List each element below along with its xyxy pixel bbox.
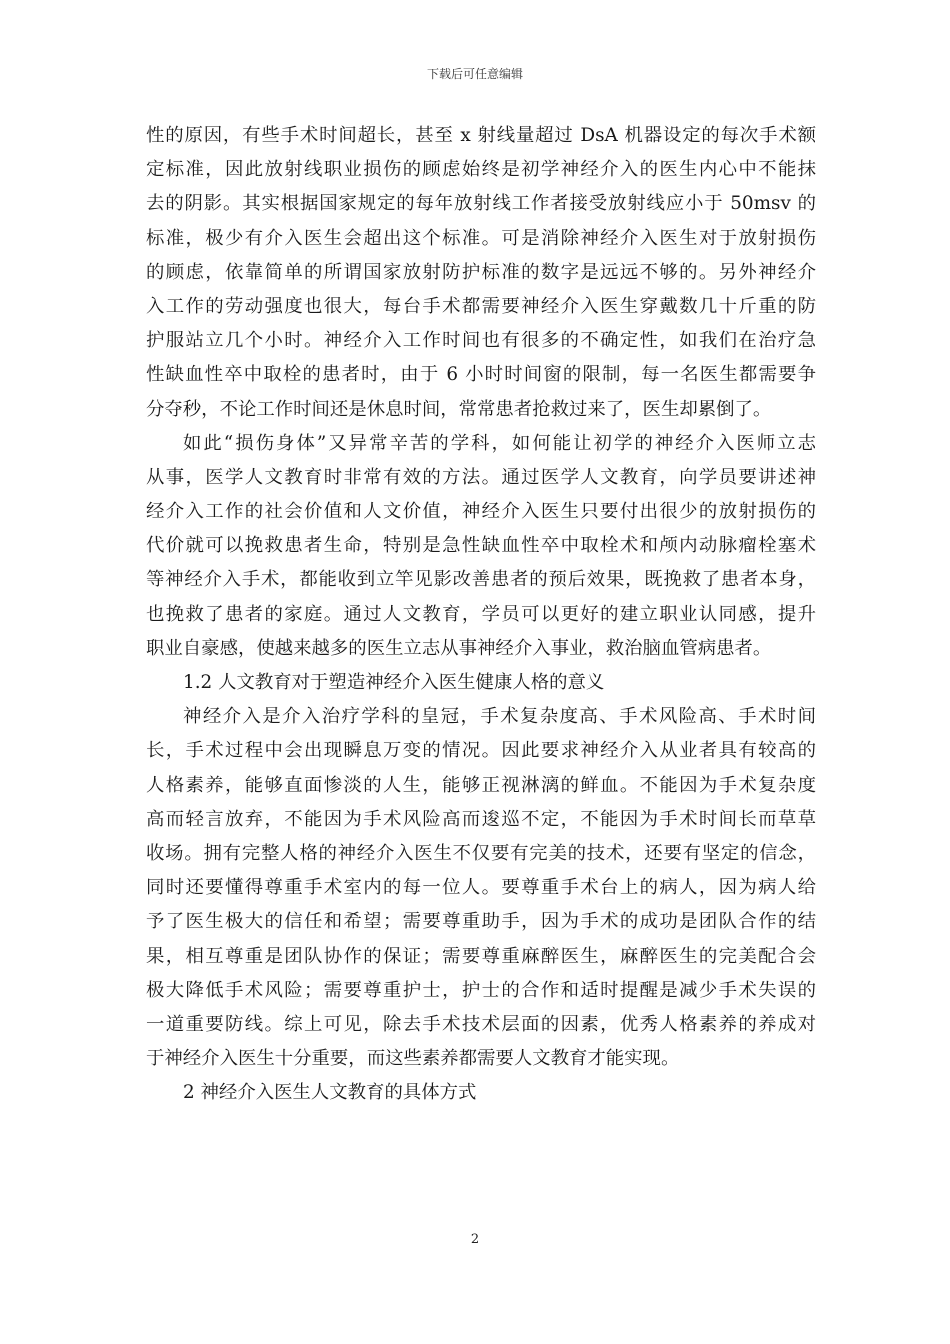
text-line: 一道重要防线。综上可见，除去手术技术层面的因素，优秀人格素养的养成对: [146, 1013, 816, 1035]
document-body: [146, 119, 816, 1110]
text-line: 收场。拥有完整人格的神经介入医生不仅要有完美的技术，还要有坚定的信念，: [146, 842, 816, 864]
text-line: 去的阴影。其实根据国家规定的每年放射线工作者接受放射线应小于 50msv 的: [146, 193, 816, 215]
text-line: 代价就可以挽救患者生命，特别是急性缺血性卒中取栓术和颅内动脉瘤栓塞术: [146, 535, 816, 557]
page-header: 下载后可任意编辑: [426, 67, 523, 81]
text-line: 长，手术过程中会出现瞬息万变的情况。因此要求神经介入从业者具有较高的: [146, 740, 816, 762]
text-line: 予了医生极大的信任和希望；需要尊重助手，因为手术的成功是团队合作的结: [146, 911, 816, 933]
text-line: 入工作的劳动强度也很大，每台手术都需要神经介入医生穿戴数几十斤重的防: [146, 295, 816, 317]
text-line: 同时还要懂得尊重手术室内的每一位人。要尊重手术台上的病人，因为病人给: [146, 877, 816, 899]
text-line: 职业自豪感，使越来越多的医生立志从事神经介入事业，救治脑血管病患者。: [146, 637, 772, 659]
paragraph-first-line: 神经介入是介入治疗学科的皇冠，手术复杂度高、手术风险高、手术时间: [183, 706, 816, 728]
text-line: 分夺秒，不论工作时间还是休息时间，常常患者抢救过来了，医生却累倒了。: [146, 398, 772, 420]
text-line: 人格素养，能够直面惨淡的人生，能够正视淋漓的鲜血。不能因为手术复杂度: [146, 774, 816, 796]
paragraph-first-line: 如此“损伤身体”又异常辛苦的学科，如何能让初学的神经介入医师立志: [183, 432, 816, 454]
text-line: 极大降低手术风险；需要尊重护士，护士的合作和适时提醒是减少手术失误的: [146, 979, 816, 1001]
text-line: 定标准，因此放射线职业损伤的顾虑始终是初学神经介入的医生内心中不能抹: [146, 159, 816, 181]
text-line: 从事，医学人文教育时非常有效的方法。通过医学人文教育，向学员要讲述神: [146, 466, 816, 488]
text-line: 性的原因，有些手术时间超长，甚至 x 射线量超过 DsA 机器设定的每次手术额: [146, 125, 816, 146]
text-line: 性缺血性卒中取栓的患者时，由于 6 小时时间窗的限制，每一名医生都需要争: [146, 364, 816, 386]
paragraph-first-line: 2 神经介入医生人文教育的具体方式: [183, 1082, 477, 1104]
page-number: 2: [470, 1232, 480, 1247]
text-line: 经介入工作的社会价值和人文价值，神经介入医生只要付出很少的放射损伤的: [146, 501, 816, 523]
text-line: 果，相互尊重是团队协作的保证；需要尊重麻醉医生，麻醉医生的完美配合会: [146, 945, 816, 967]
paragraph-first-line: 1.2 人文教育对于塑造神经介入医生健康人格的意义: [183, 672, 605, 693]
text-line: 标准，极少有介入医生会超出这个标准。可是消除神经介入医生对于放射损伤: [146, 227, 816, 249]
text-line: 于神经介入医生十分重要，而这些素养都需要人文教育才能实现。: [146, 1048, 680, 1070]
text-line: 高而轻言放弃，不能因为手术风险高而逡巡不定，不能因为手术时间长而草草: [146, 808, 816, 830]
text-line: 护服站立几个小时。神经介入工作时间也有很多的不确定性，如我们在治疗急: [146, 330, 816, 352]
text-line: 等神经介入手术，都能收到立竿见影改善患者的预后效果，既挽救了患者本身，: [146, 569, 816, 591]
text-line: 也挽救了患者的家庭。通过人文教育，学员可以更好的建立职业认同感，提升: [146, 603, 816, 625]
text-line: 的顾虑，依靠简单的所谓国家放射防护标准的数字是远远不够的。另外神经介: [146, 261, 816, 283]
